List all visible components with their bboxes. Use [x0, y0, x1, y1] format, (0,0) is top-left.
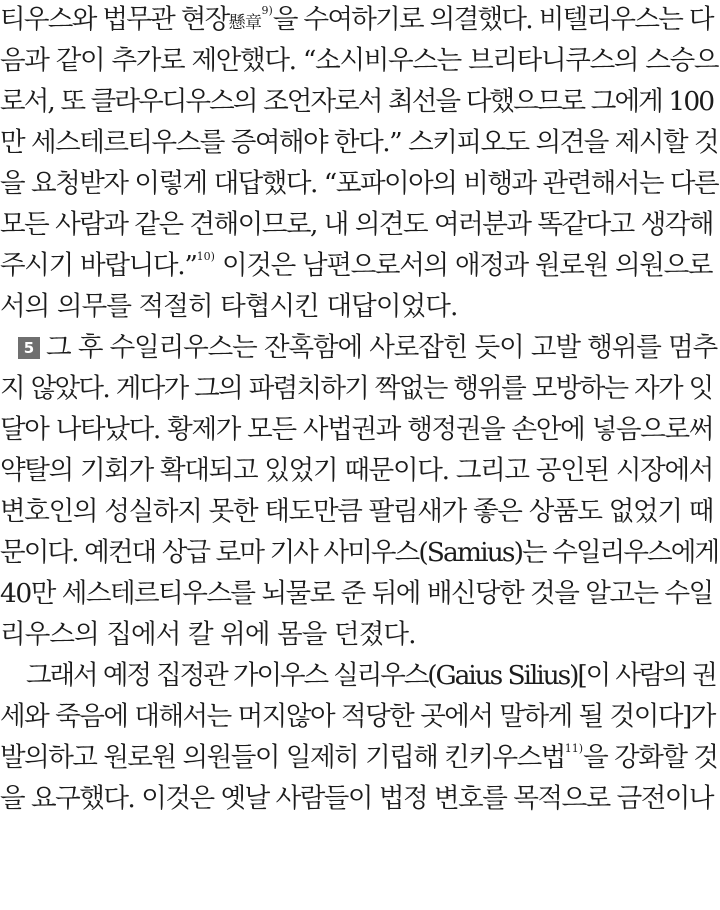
footnote-marker: 11): [564, 742, 584, 755]
text-line: [0, 0, 713, 40]
text-line: [0, 369, 713, 409]
text-run: 로서, 또 클라우디우스의 조언자로서 최선을 다했으므로 그에게 100: [0, 86, 714, 117]
text-run: 그 후 수일리우스는 잔혹함에 사로잡힌 듯이 고발 행위를 멈추: [46, 332, 718, 363]
paragraph-number-badge: 5: [18, 337, 40, 359]
footnote-marker: 9): [261, 4, 273, 17]
text-line: [0, 451, 713, 491]
text-line: [0, 41, 718, 81]
text-run: 변호인의 성실하지 못한 태도만큼 팔림새가 좋은 상품도 없었기 때: [0, 496, 714, 527]
text-run: 음과 같이 추가로 제안했다. “소시비우스는 브리타니쿠스의 스승으: [0, 45, 719, 76]
text-run: 달아 나타났다. 황제가 모든 사법권과 행정권을 손안에 넣음으로써: [0, 414, 714, 445]
text-run: 을 요청받자 이렇게 대답했다. “포파이아의 비행과 관련해서는 다른: [0, 168, 719, 199]
text-run: 리우스의 집에서 칼 위에 몸을 던졌다.: [0, 619, 416, 650]
text-run: 을 요구했다. 이것은 옛날 사람들이 법정 변호를 목적으로 금전이나: [0, 783, 713, 814]
text-run: 만 세스테르티우스를 증여해야 한다.” 스키피오도 의견을 제시할 것: [0, 127, 719, 158]
text-run: 티우스와 법무관 현장: [0, 4, 229, 35]
text-line: [0, 533, 718, 573]
text-run: 이것은 남편으로서의 애정과 원로원 의원으로: [214, 250, 713, 281]
text-run: 세와 죽음에 대해서는 머지않아 적당한 곳에서 말하게 될 것이다]가: [0, 701, 715, 732]
text-line: [0, 615, 416, 655]
text-line: [0, 779, 713, 819]
text-line: [0, 697, 715, 737]
text-line: [0, 123, 718, 163]
hanja-annotation: 懸章: [228, 13, 262, 33]
text-run: 약탈의 기회가 확대되고 있었기 때문이다. 그리고 공인된 시장에서: [0, 455, 714, 486]
text-line: [0, 410, 713, 450]
text-run: 모든 사람과 같은 견해이므로, 내 의견도 여러분과 똑같다고 생각해: [0, 209, 713, 240]
text-run: 주시기 바랍니다.”: [0, 250, 197, 281]
text-line: [0, 328, 717, 368]
text-line: [0, 82, 713, 122]
text-run: 을 강화할 것: [583, 742, 718, 773]
text-run: 그래서 예정 집정관 가이우스 실리우스(Gaius Silius)[이 사람의 권: [26, 660, 716, 691]
text-line: [0, 287, 458, 327]
text-run: 지 않았다. 게다가 그의 파렴치하기 짝없는 행위를 모방하는 자가 잇: [0, 373, 713, 404]
text-run: 문이다. 예컨대 상급 로마 기사 사미우스(Samius)는 수일리우스에게: [0, 537, 719, 568]
text-line: [0, 738, 717, 778]
text-line: [0, 164, 718, 204]
text-line: [0, 246, 712, 286]
text-run: 40만 세스테르티우스를 뇌물로 준 뒤에 배신당한 것을 알고는 수일: [0, 578, 713, 609]
text-line: [0, 574, 713, 614]
text-line: [26, 656, 716, 696]
footnote-marker: 10): [196, 250, 215, 263]
text-run: 발의하고 원로원 의원들이 일제히 기립해 킨키우스법: [0, 742, 565, 773]
text-line: [0, 492, 713, 532]
text-line: [0, 205, 713, 245]
text-run: 서의 의무를 적절히 타협시킨 대답이었다.: [0, 291, 458, 322]
text-run: 을 수여하기로 의결했다. 비텔리우스는 다: [272, 4, 713, 35]
